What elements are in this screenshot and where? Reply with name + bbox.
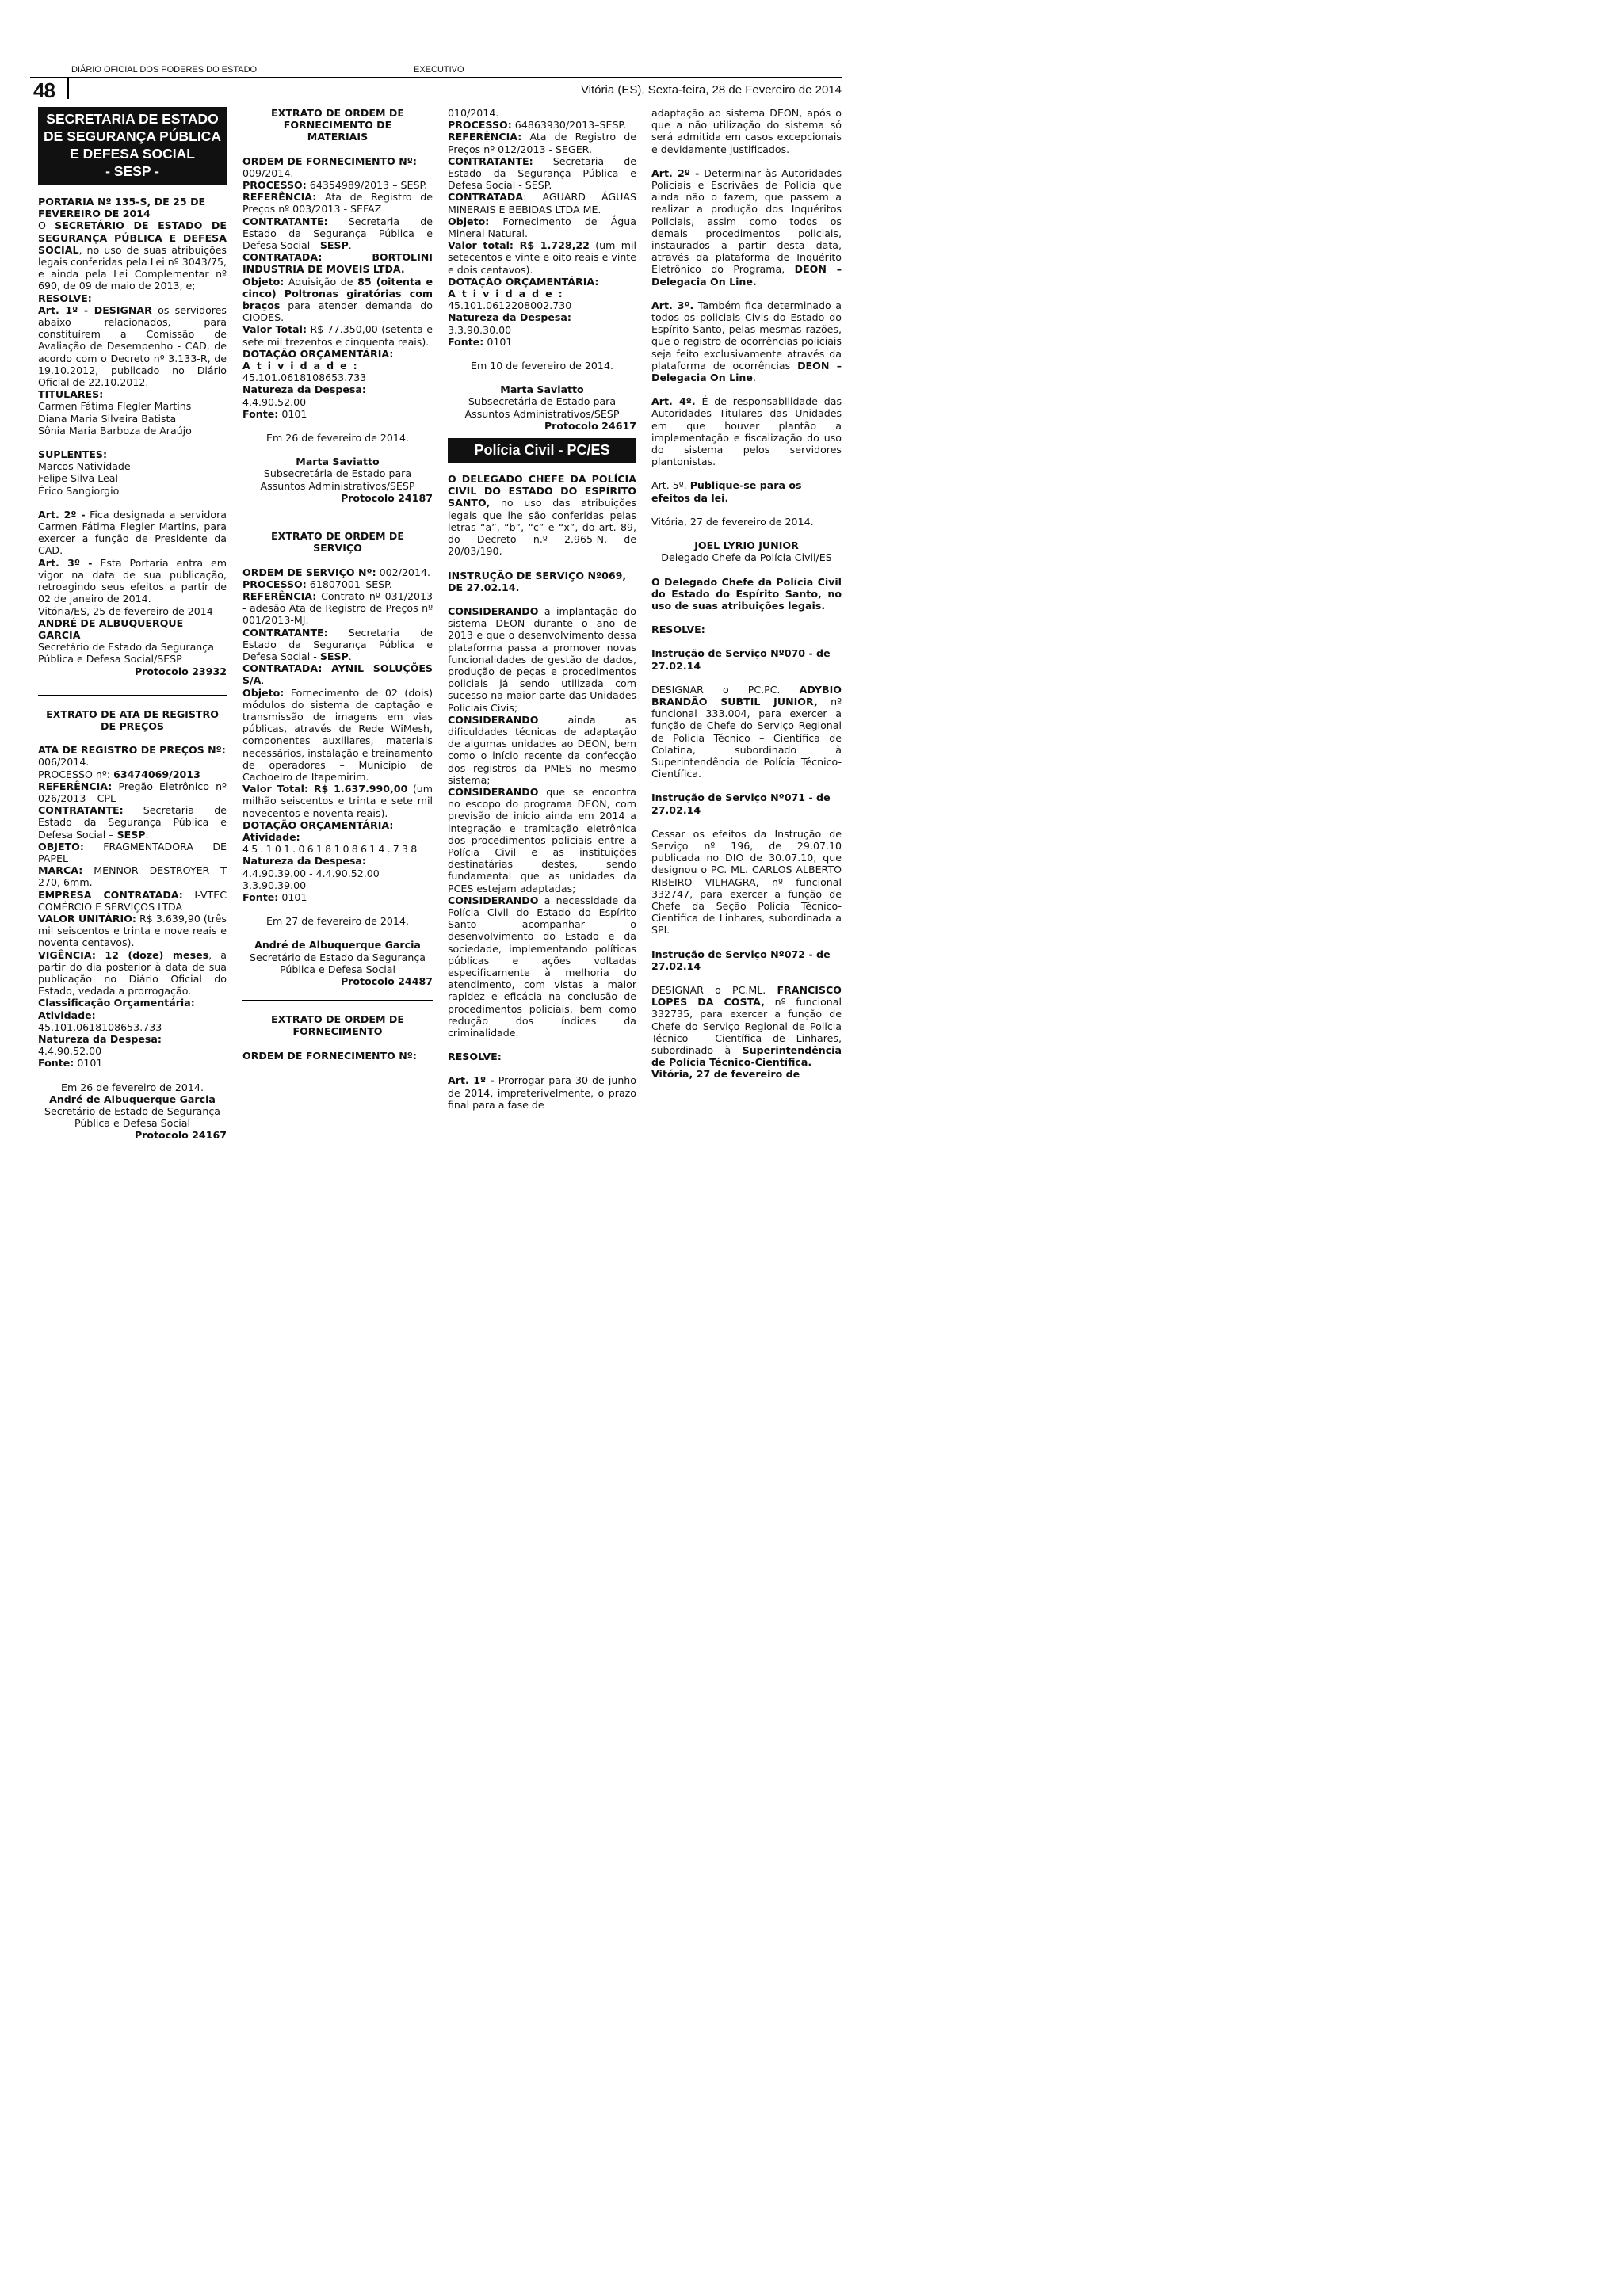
considerando-2: CONSIDERANDO ainda as dificuldades técnicas de adaptação de algumas unidades ao DEON, bem como o início recente da confecção dos registros da PMES no mesmo sistema; <box>448 713 636 786</box>
of2-signer: Marta Saviatto <box>500 383 584 396</box>
ata-marca: MARCA: MENNOR DESTROYER T 270, 6mm. <box>38 864 227 889</box>
ata-classificacao: Classificação Orçamentária: <box>38 997 195 1009</box>
ata-atividade: Atividade: 45.101.0618108653.733 <box>38 1009 162 1033</box>
of2-dotacao: DOTAÇÃO ORÇAMENTÁRIA: <box>448 275 599 288</box>
of-atividade: Atividade: 45.101.0618108653.733 <box>242 360 367 384</box>
instrucao-072-text: DESIGNAR o PC.ML. FRANCISCO LOPES DA COSTA, nº funcional 332735, para exercer a função de Chefe do Serviço Regional de Policia Técnico – Científica de Linhares, subordinado à Superintendência de Polícia Técnico-Científica. <box>651 983 842 1069</box>
column-4 <box>651 107 842 1081</box>
considerando-3: CONSIDERANDO que se encontra no escopo do programa DEON, com previsão de início ainda em 2014 a integração e tramitação eletrônica dos procedimentos policiais entre a Polícia Civil e as instituições destinatárias destes, sendo fundamental que as unidades da PCES estejam adaptadas; <box>448 785 636 894</box>
of2-signer-role: Subsecretária de Estado para Assuntos Administrativos/SESP <box>464 395 620 420</box>
of2-numero-cont: 010/2014. <box>448 107 499 119</box>
column-1 <box>38 107 227 1142</box>
ata-signer: André de Albuquerque Garcia <box>49 1093 216 1105</box>
of2-fonte: Fonte: 0101 <box>448 335 513 348</box>
delegado-intro: O Delegado Chefe da Polícia Civil do Estado do Espírito Santo, no uso de suas atribuições legais. <box>651 575 842 612</box>
of2-contratante: CONTRATANTE: Secretaria de Estado da Segurança Pública e Defesa Social - SESP. <box>448 154 636 192</box>
signer-name: ANDRÉ DE ALBUQUERQUE GARCIA <box>38 616 184 641</box>
ata-natureza: Natureza da Despesa: 4.4.90.52.00 <box>38 1033 162 1058</box>
protocolo-24167: Protocolo 24167 <box>134 1129 227 1142</box>
of2-date: Em 10 de fevereiro de 2014. <box>471 360 613 372</box>
os-numero: ORDEM DE SERVIÇO Nº: 002/2014. <box>242 566 430 578</box>
section-banner-pcs: Polícia Civil - PC/ES <box>448 438 636 463</box>
header-divider <box>67 78 69 99</box>
instrucao-071-title: Instrução de Serviço Nº071 - de 27.02.14 <box>651 791 831 816</box>
portaria-title: PORTARIA Nº 135-S, DE 25 DE FEVEREIRO DE 2014 <box>38 196 206 220</box>
os-signer-role: Secretário de Estado da Segurança Pública e Defesa Social <box>250 951 426 975</box>
protocolo-24487: Protocolo 24487 <box>340 975 433 987</box>
section-rule <box>38 695 227 696</box>
os-contratante: CONTRATANTE: Secretaria de Estado da Segurança Pública e Defesa Social - SESP. <box>242 626 433 662</box>
os-atividade: Atividade: 45.101.0618108614.738 <box>242 830 420 856</box>
ata-title: EXTRATO DE ATA DE REGISTRO DE PREÇOS <box>46 707 219 732</box>
delegado-role: Delegado Chefe da Polícia Civil/ES <box>661 551 832 564</box>
running-header <box>71 65 842 76</box>
os-objeto: Objeto: Fornecimento de 02 (dois) módulos do sistema de captação e transmissão de imagens em vias públicas, através de Rede WiMesh, componentes auxiliares, materiais necessários, instalação e treinamento de operadores – Município de Cachoeiro de Itapemirim. <box>242 686 433 783</box>
os-signer: André de Albuquerque Garcia <box>254 939 421 952</box>
ata-number: ATA DE REGISTRO DE PREÇOS Nº: 006/2014. <box>38 744 226 769</box>
instrucao-place-date: Vitória, 27 de fevereiro de 2014. <box>651 515 814 528</box>
titulares-label: TITULARES: <box>38 388 104 401</box>
journal-name: DIÁRIO OFICIAL DOS PODERES DO ESTADO <box>71 65 258 74</box>
of-natureza: Natureza da Despesa: 4.4.90.52.00 <box>242 383 366 408</box>
delegado-preamble: O DELEGADO CHEFE DA POLÍCIA CIVIL DO ESTADO DO ESPÍRITO SANTO, no uso das atribuições legais que lhe são conferidas pelas letras “a”, “b”, “c” e “x”, do art. 89, do Decreto n.º 2.965-N, de 20/03/190. <box>448 473 636 558</box>
issue-date: Vitória (ES), Sexta-feira, 28 de Fevereiro de 2014 <box>580 83 842 97</box>
column-3 <box>448 107 636 1111</box>
instrucao-069-title: INSTRUÇÃO DE SERVIÇO Nº069, DE 27.02.14. <box>448 569 627 593</box>
of-date: Em 26 de fevereiro de 2014. <box>266 432 409 444</box>
column-2 <box>242 107 433 1062</box>
ata-date: Em 26 de fevereiro de 2014. <box>61 1081 204 1093</box>
of-materiais-title: EXTRATO DE ORDEM DE FORNECIMENTO DE MATERIAIS <box>271 107 404 143</box>
delegado-signer: JOEL LYRIO JUNIOR <box>694 540 799 552</box>
os-valor: Valor Total: R$ 1.637.990,00 (um milhão seiscentos e trinta e sete mil novecentos e noventa reais). <box>242 783 433 819</box>
art1-text: Art. 1º - DESIGNAR os servidores abaixo relacionados, para constituírem a Comissão de Avaliação de Desempenho - CAD, de acordo com o Decreto nº 3.133-R, de 19.10.2012, publicado no Diário Oficial de 22.10.2012. <box>38 303 227 389</box>
of-signer: Marta Saviatto <box>296 456 380 468</box>
art3-text: Art. 3º - Esta Portaria entra em vigor na data de sua publicação, retroagindo seus efeitos a partir de 02 de janeiro de 2014. <box>38 556 227 605</box>
os-title: EXTRATO DE ORDEM DE SERVIÇO <box>271 530 404 555</box>
suplentes-list: Marcos Natividade Felipe Silva Leal Érico Sangiorgio <box>38 460 131 497</box>
instrucao-art3: Art. 3º. Também fica determinado a todos os policiais Civis do Estado do Espírito Santo, pelas mesmas razões, que o registro de ocorrências policiais seja feito exclusivamente através da plataforma de ocorrências DEON – Delegacia On Line. <box>651 299 842 384</box>
resolve-label: RESOLVE: <box>38 292 92 304</box>
of2-referencia: REFERÊNCIA: Ata de Registro de Preços nº 012/2013 - SEGER. <box>448 131 636 155</box>
resolve-label-pc: RESOLVE: <box>448 1051 502 1063</box>
ata-referencia: REFERÊNCIA: Pregão Eletrônico nº 026/2013 – CPL <box>38 780 227 804</box>
of-objeto: Objeto: Aquisição de 85 (oitenta e cinco) Poltronas giratórias com braços para atender demanda do CIODES. <box>242 275 433 324</box>
instrucao-070-title: Instrução de Serviço Nº070 - de 27.02.14 <box>651 647 831 672</box>
signer-role: Secretário de Estado da Segurança Pública e Defesa Social/SESP <box>38 641 214 666</box>
ata-contratante: CONTRATANTE: Secretaria de Estado da Segurança Pública e Defesa Social – SESP. <box>38 804 227 841</box>
of-processo: PROCESSO: 64354989/2013 – SESP. <box>242 179 428 192</box>
os-processo: PROCESSO: 61807001–SESP. <box>242 578 392 590</box>
considerando-1: CONSIDERANDO a implantação do sistema DEON durante o ano de 2013 e que o desenvolvimento dessa plataforma passa a promover novas funcionalidades de gestão de dados, produção de peças e procedimentos policiais já sendo utilizada com sucesso na maior parte das Unidades Policiais Civis; <box>448 605 636 714</box>
section-rule <box>242 1000 433 1001</box>
of2-objeto: Objeto: Fornecimento de Água Mineral Natural. <box>448 215 636 240</box>
os-natureza: Natureza da Despesa: 4.4.90.39.00 - 4.4.90.52.00 3.3.90.39.00 <box>242 855 380 891</box>
suplentes-label: SUPLENTES: <box>38 448 107 461</box>
titulares-list: Carmen Fátima Flegler Martins Diana Maria Silveira Batista Sônia Maria Barboza de Araújo <box>38 400 192 437</box>
protocolo-23932: Protocolo 23932 <box>134 665 227 677</box>
instrucao-071-text: Cessar os efeitos da Instrução de Serviço nº 196, de 29.07.10 publicada no DIO de 30.07.10, que designou o PC. ML. CARLOS ALBERTO RIBEIRO VILHAGRA, nº funcional 332747, para exercer a função de Chefe da Seção Polícia Técnico-Cientifica de Linhares, subordinada a SPI. <box>651 827 842 936</box>
section-name: EXECUTIVO <box>414 65 464 74</box>
of-numero: ORDEM DE FORNECIMENTO Nº: 009/2014. <box>242 154 417 179</box>
of-contratada: CONTRATADA: BORTOLINI INDUSTRIA DE MOVEIS LTDA. <box>242 251 433 276</box>
of-dotacao: DOTAÇÃO ORÇAMENTÁRIA: <box>242 347 394 360</box>
instrucao-art1: Art. 1º - Prorrogar para 30 de junho de 2014, impreterivelmente, o prazo final para a fase de <box>448 1074 636 1111</box>
of2-contratada: CONTRATADA: AGUARD ÁGUAS MINERAIS E BEBIDAS LTDA ME. <box>448 191 636 215</box>
of-signer-role: Subsecretária de Estado para Assuntos Administrativos/SESP <box>260 467 415 492</box>
of-contratante: CONTRATANTE: Secretaria de Estado da Segurança Pública e Defesa Social - SESP. <box>242 215 433 252</box>
ata-valor: VALOR UNITÁRIO: R$ 3.639,90 (três mil seiscentos e trinta e nove reais e noventa centavos). <box>38 912 227 949</box>
protocolo-24187: Protocolo 24187 <box>340 491 433 504</box>
of-valor: Valor Total: R$ 77.350,00 (setenta e sete mil trezentos e cinquenta reais). <box>242 323 433 348</box>
ata-fonte: Fonte: 0101 <box>38 1057 103 1070</box>
portaria-preamble: O SECRETÁRIO DE ESTADO DE SEGURANÇA PÚBLICA E DEFESA SOCIAL, no uso de suas atribuições legais conferidas pela Lei nº 3043/75, e ainda pela Lei Complementar nº 690, de 09 de maio de 2013, e; <box>38 219 227 292</box>
os-referencia: REFERÊNCIA: Contrato nº 031/2013 - adesão Ata de Registro de Preços nº 001/2013-MJ. <box>242 589 433 627</box>
instrucao-072-date: Vitória, 27 de fevereiro de <box>651 1068 800 1081</box>
art2-text: Art. 2º - Fica designada a servidora Carmen Fátima Flegler Martins, para exercer a função de Presidente da CAD. <box>38 508 227 557</box>
os-contratada: CONTRATADA: AYNIL SOLUÇÕES S/A. <box>242 662 433 687</box>
of2-title: EXTRATO DE ORDEM DE FORNECIMENTO <box>271 1013 404 1038</box>
of2-valor: Valor total: R$ 1.728,22 (um mil setecentos e vinte e oito reais e vinte e dois centavos). <box>448 239 636 276</box>
instrucao-072-title: Instrução de Serviço Nº072 - de 27.02.14 <box>651 948 831 972</box>
ata-empresa: EMPRESA CONTRATADA: I-VTEC COMÉRCIO E SERVIÇOS LTDA <box>38 888 227 913</box>
os-fonte: Fonte: 0101 <box>242 891 307 903</box>
place-date: Vitória/ES, 25 de fevereiro de 2014 <box>38 605 213 617</box>
of2-numero: ORDEM DE FORNECIMENTO Nº: <box>242 1049 417 1062</box>
of-referencia: REFERÊNCIA: Ata de Registro de Preços nº 003/2013 - SEFAZ <box>242 191 433 215</box>
ata-processo: PROCESSO nº: 63474069/2013 <box>38 768 200 780</box>
of-fonte: Fonte: 0101 <box>242 407 307 420</box>
instrucao-070-text: DESIGNAR o PC.PC. ADYBIO BRANDÃO SUBTIL JUNIOR, nº funcional 333.004, para exercer a função de Chefe do Serviço Regional de Policia Técnico – Científica de Colatina, subordinado à Superintendência de Polícia Técnico-Científica. <box>651 683 842 780</box>
ata-objeto: OBJETO: FRAGMENTADORA DE PAPEL <box>38 840 227 864</box>
header-rule <box>30 77 842 78</box>
instrucao-art5: Art. 5º. Publique-se para os efeitos da lei. <box>651 479 802 504</box>
resolve-label-2: RESOLVE: <box>651 624 705 636</box>
os-dotacao: DOTAÇÃO ORÇAMENTÁRIA: <box>242 818 394 831</box>
section-banner-sesp: SECRETARIA DE ESTADO DE SEGURANÇA PÚBLICA E DEFESA SOCIAL - SESP - <box>38 107 227 185</box>
os-date: Em 27 de fevereiro de 2014. <box>266 915 409 928</box>
instrucao-art4: Art. 4º. É de responsabilidade das Autoridades Titulares das Unidades em que houver plantão a implementação e fiscalização do uso do sistema pelos servidores plantonistas. <box>651 395 842 468</box>
art1-cont: adaptação ao sistema DEON, após o que a não utilização do sistema só será admitida em casos excepcionais e devidamente justificados. <box>651 107 842 155</box>
ata-vigencia: VIGÊNCIA: 12 (doze) meses, a partir do dia posterior à data de sua publicação no Diário Oficial do Estado, vedada a prorrogação. <box>38 948 227 997</box>
considerando-4: CONSIDERANDO a necessidade da Polícia Civil do Estado do Espírito Santo acompanhar o desenvolvimento do Estado e da sociedade, implementando políticas públicas e ações voltadas especificamente à melhoria do atendimento, com vistas a maior rapidez e eficácia na conclusão de procedimentos policiais, bem como redução dos índices da criminalidade. <box>448 894 636 1039</box>
of2-natureza: Natureza da Despesa: 3.3.90.30.00 <box>448 311 571 336</box>
ata-signer-role: Secretário de Estado de Segurança Pública e Defesa Social <box>44 1105 220 1130</box>
page-number: 48 <box>33 78 55 102</box>
of2-atividade: Atividade: 45.101.0612208002.730 <box>448 288 572 312</box>
protocolo-24617: Protocolo 24617 <box>544 419 636 432</box>
instrucao-art2: Art. 2º - Determinar às Autoridades Policiais e Escrivães de Polícia que ainda não o fazem, que passem a realizar a produção dos Inquéritos Policiais, assim como todos os demais procedimentos policiais, instaurados a partir desta data, através da plataforma de Inquérito Eletrônico do Programa, DEON – Delegacia On Line. <box>651 166 842 288</box>
of2-processo: PROCESSO: 64863930/2013–SESP. <box>448 119 627 132</box>
